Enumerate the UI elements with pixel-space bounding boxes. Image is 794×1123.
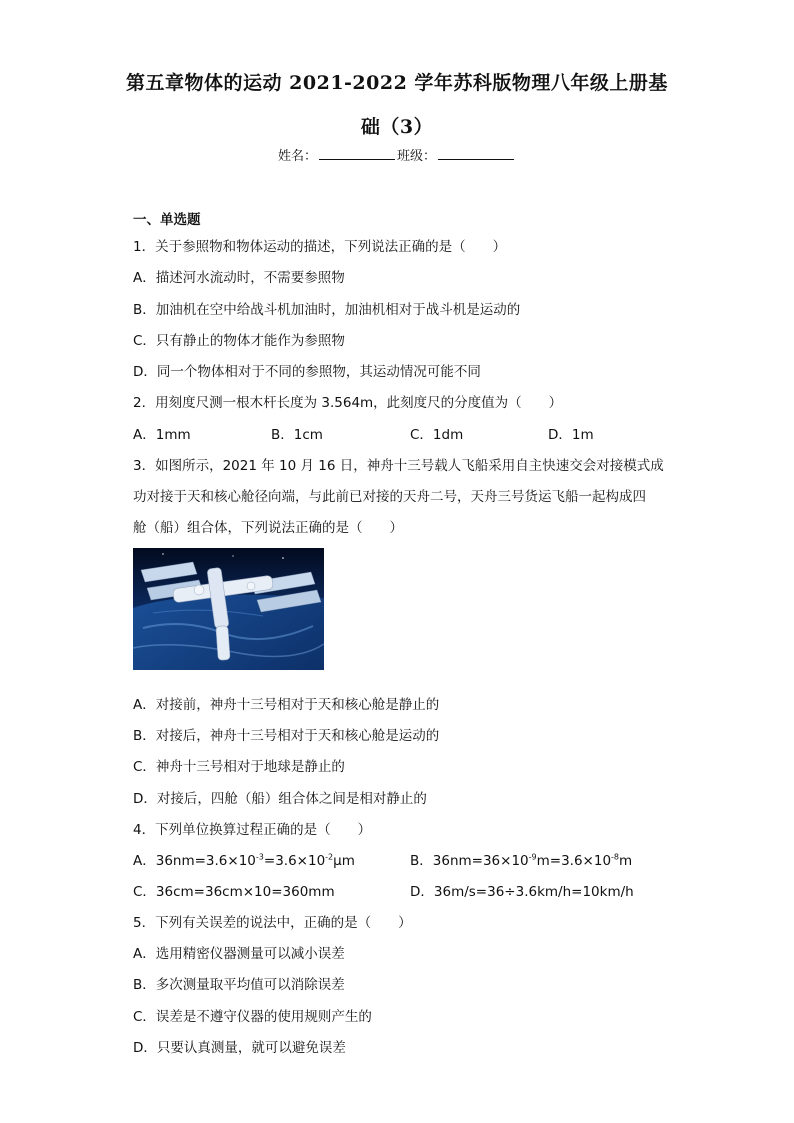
q2-option-c: C．1dm	[410, 427, 464, 443]
q3-option-b: B．对接后，神舟十三号相对于天和核心舱是运动的	[133, 728, 440, 744]
q4-b-text-2: m=3.6×10	[536, 853, 612, 869]
q3-option-c: C．神舟十三号相对于地球是静止的	[133, 759, 345, 775]
q3-option-d: D．对接后，四舱（船）组合体之间是相对静止的	[133, 791, 427, 807]
q4-option-a	[133, 849, 355, 869]
q3-stem-line-1: 3．如图所示，2021 年 10 月 16 日，神舟十三号载人飞船采用自主快速交会对接模式成	[133, 458, 664, 474]
q2-option-a: A．1mm	[133, 427, 191, 443]
q1-stem: 1．关于参照物和物体运动的描述，下列说法正确的是（ ）	[133, 239, 507, 255]
q1-option-c: C．只有静止的物体才能作为参照物	[133, 333, 345, 349]
q4-option-c: C．36cm=36cm×10=360mm	[133, 884, 335, 900]
title-line-2: 础（3）	[360, 116, 434, 138]
q4-b-text-1: B．36nm=36×10	[410, 853, 529, 869]
q4-a-exponent-1: -3	[255, 852, 264, 862]
q3-stem-line-2: 功对接于天和核心舱径向端，与此前已对接的天舟二号，天舟三号货运飞船一起构成四	[133, 489, 646, 505]
space-station-illustration	[133, 548, 324, 670]
q4-b-text-3: m	[619, 853, 633, 869]
q2-stem: 2．用刻度尺测一根木杆长度为 3.564m，此刻度尺的分度值为（ ）	[133, 395, 563, 411]
q5-option-b: B．多次测量取平均值可以消除误差	[133, 977, 345, 993]
q4-a-text-1: A．36nm=3.6×10	[133, 853, 256, 869]
q1-option-d: D．同一个物体相对于不同的参照物，其运动情况可能不同	[133, 364, 481, 380]
q3-option-a: A．对接前，神舟十三号相对于天和核心舱是静止的	[133, 697, 440, 713]
q5-stem: 5．下列有关误差的说法中，正确的是（ ）	[133, 915, 412, 931]
class-blank[interactable]	[438, 147, 514, 160]
student-info	[0, 145, 794, 164]
q1-option-a: A．描述河水流动时，不需要参照物	[133, 270, 345, 286]
q5-option-a: A．选用精密仪器测量可以减小误差	[133, 946, 345, 962]
section-title: 一、单选题	[133, 212, 201, 228]
q2-option-d: D．1m	[548, 427, 594, 443]
q4-a-exponent-2: -2	[325, 852, 334, 862]
title-line-1: 第五章物体的运动 2021-2022 学年苏科版物理八年级上册基	[126, 72, 668, 94]
q4-a-text-3: μm	[333, 853, 355, 869]
name-label: 姓名：	[277, 149, 317, 164]
name-blank[interactable]	[319, 147, 395, 160]
space-station-photo	[133, 548, 324, 670]
q4-option-d: D．36m/s=36÷3.6km/h=10km/h	[410, 884, 634, 900]
q1-option-b: B．加油机在空中给战斗机加油时，加油机相对于战斗机是运动的	[133, 302, 521, 318]
q4-b-exponent-1: -9	[528, 852, 537, 862]
q4-stem: 4．下列单位换算过程正确的是（ ）	[133, 822, 372, 838]
q2-option-b: B．1cm	[271, 427, 323, 443]
q4-b-exponent-2: -8	[611, 852, 620, 862]
q4-option-b	[410, 849, 632, 869]
q4-a-text-2: =3.6×10	[263, 853, 326, 869]
class-label: 班级：	[397, 149, 437, 164]
q3-stem-line-3: 舱（船）组合体，下列说法正确的是（ ）	[133, 520, 403, 536]
q5-option-c: C．误差是不遵守仪器的使用规则产生的	[133, 1009, 372, 1025]
q5-option-d: D．只要认真测量，就可以避免误差	[133, 1040, 346, 1056]
